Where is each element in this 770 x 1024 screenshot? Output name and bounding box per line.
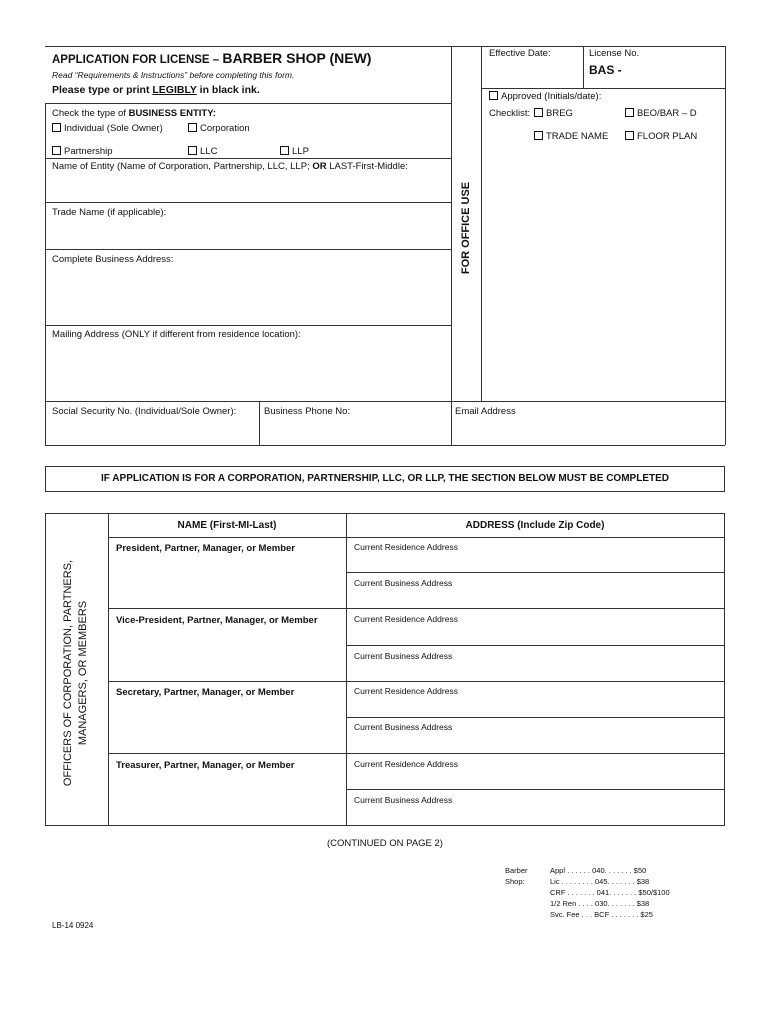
trade-name-field[interactable]: Trade Name (if applicable): xyxy=(52,207,167,218)
print-note-a: Please type or print xyxy=(52,84,153,96)
print-note-legibly: LEGIBLY xyxy=(152,84,197,96)
fee-line: Svc. Fee . . . BCF . . . . . . . $25 xyxy=(550,910,653,919)
fees-label xyxy=(505,865,528,887)
officers-vertical-label xyxy=(61,560,91,786)
officer-president-residence[interactable]: Current Residence Address xyxy=(354,542,458,552)
col-address-header: ADDRESS (Include Zip Code) xyxy=(465,520,605,531)
read-note: Read “Requirements & Instructions” before completing this form. xyxy=(52,70,295,80)
entity-label-b: BUSINESS ENTITY: xyxy=(128,108,217,119)
checklist-floor-plan[interactable] xyxy=(625,131,697,142)
business-address-field[interactable]: Complete Business Address: xyxy=(52,254,174,265)
checkbox-icon[interactable] xyxy=(188,146,197,155)
continued-note: (CONTINUED ON PAGE 2) xyxy=(327,838,443,849)
fees-label-1: Barber xyxy=(505,866,528,875)
officer-treasurer-business[interactable]: Current Business Address xyxy=(354,795,453,805)
form-title xyxy=(52,50,371,66)
officer-role-president: President, Partner, Manager, or Member xyxy=(116,543,295,554)
checklist-breg[interactable] xyxy=(534,108,573,119)
license-no-label: License No. xyxy=(589,48,640,59)
form-code: LB-14 0924 xyxy=(52,921,94,930)
fee-line: Appl . . . . . . 040. . . . . . . $50 xyxy=(550,866,647,875)
checkbox-icon[interactable] xyxy=(52,146,61,155)
approved-field[interactable] xyxy=(489,91,601,102)
officer-vp-residence[interactable]: Current Residence Address xyxy=(354,614,458,624)
title-prefix: APPLICATION FOR LICENSE – xyxy=(52,54,223,66)
checkbox-icon[interactable] xyxy=(534,131,543,140)
entity-option-label: LLP xyxy=(292,146,309,157)
print-note xyxy=(52,84,260,96)
checkbox-icon[interactable] xyxy=(52,123,61,132)
checkbox-icon[interactable] xyxy=(489,91,498,100)
officer-secretary-residence[interactable]: Current Residence Address xyxy=(354,686,458,696)
entity-label xyxy=(52,108,216,119)
checkbox-icon[interactable] xyxy=(188,123,197,132)
ssn-field[interactable]: Social Security No. (Individual/Sole Owner): xyxy=(52,406,237,417)
trade-name-check-label: TRADE NAME xyxy=(546,131,609,142)
officer-role-secretary: Secretary, Partner, Manager, or Member xyxy=(116,687,295,698)
title-main: BARBER SHOP (NEW) xyxy=(222,50,372,66)
entity-option-label: Individual (Sole Owner) xyxy=(64,123,163,134)
entity-option-label: LLC xyxy=(200,146,218,157)
effective-date-label: Effective Date: xyxy=(489,48,551,59)
officer-secretary-business[interactable]: Current Business Address xyxy=(354,722,453,732)
office-use-label: FOR OFFICE USE xyxy=(460,181,472,275)
checklist-trade-name[interactable] xyxy=(534,131,608,142)
print-note-c: in black ink. xyxy=(196,84,260,96)
fee-line: CRF . . . . . . . 041. . . . . . . $50/$100 xyxy=(550,888,670,897)
checklist-label: Checklist: xyxy=(489,108,531,119)
checkbox-icon[interactable] xyxy=(625,108,634,117)
col-name-header: NAME (First-MI-Last) xyxy=(177,520,277,531)
section-banner-text: IF APPLICATION IS FOR A CORPORATION, PARTNERSHIP, LLC, OR LLP, THE SECTION BELOW MUST BE COMPLETED xyxy=(101,473,669,484)
entity-name-label-c: LAST-First-Middle: xyxy=(326,161,408,172)
breg-label: BREG xyxy=(546,108,573,119)
entity-name-label-a: Name of Entity (Name of Corporation, Partnership, LLC, LLP; xyxy=(52,161,313,172)
entity-option-llc[interactable] xyxy=(188,146,217,157)
checkbox-icon[interactable] xyxy=(280,146,289,155)
officers-vertical-label-2: MANAGERS, OR MEMBERS xyxy=(77,600,89,746)
entity-option-individual[interactable] xyxy=(52,123,163,134)
fee-line: Lic . . . . . . . . 045. . . . . . . $38 xyxy=(550,877,650,886)
beo-bar-label: BEO/BAR – D xyxy=(637,108,697,119)
officer-role-vice-president: Vice-President, Partner, Manager, or Member xyxy=(116,615,318,626)
fees-schedule xyxy=(550,865,670,920)
officers-vertical-label-1: OFFICERS OF CORPORATION, PARTNERS, xyxy=(62,559,74,787)
business-phone-field[interactable]: Business Phone No: xyxy=(264,406,351,417)
entity-name-field[interactable] xyxy=(52,161,408,172)
entity-name-label-or: OR xyxy=(312,161,327,172)
officer-treasurer-residence[interactable]: Current Residence Address xyxy=(354,759,458,769)
entity-option-llp[interactable] xyxy=(280,146,309,157)
entity-option-label: Corporation xyxy=(200,123,250,134)
entity-option-partnership[interactable] xyxy=(52,146,113,157)
fee-line: 1/2 Ren . . . . 030. . . . . . . $38 xyxy=(550,899,650,908)
officer-role-treasurer: Treasurer, Partner, Manager, or Member xyxy=(116,760,295,771)
officer-vp-business[interactable]: Current Business Address xyxy=(354,651,453,661)
entity-label-a: Check the type of xyxy=(52,108,129,119)
entity-option-corporation[interactable] xyxy=(188,123,250,134)
entity-option-label: Partnership xyxy=(64,146,113,157)
mailing-address-field[interactable]: Mailing Address (ONLY if different from residence location): xyxy=(52,329,301,340)
officer-president-business[interactable]: Current Business Address xyxy=(354,578,453,588)
license-prefix: BAS - xyxy=(589,63,622,77)
checklist-beo-bar[interactable] xyxy=(625,108,697,119)
floor-plan-label: FLOOR PLAN xyxy=(637,131,698,142)
fees-label-2: Shop: xyxy=(505,877,525,886)
email-field[interactable]: Email Address xyxy=(455,406,516,417)
officers-table xyxy=(45,513,725,826)
checkbox-icon[interactable] xyxy=(625,131,634,140)
approved-label: Approved (Initials/date): xyxy=(501,91,602,102)
checkbox-icon[interactable] xyxy=(534,108,543,117)
